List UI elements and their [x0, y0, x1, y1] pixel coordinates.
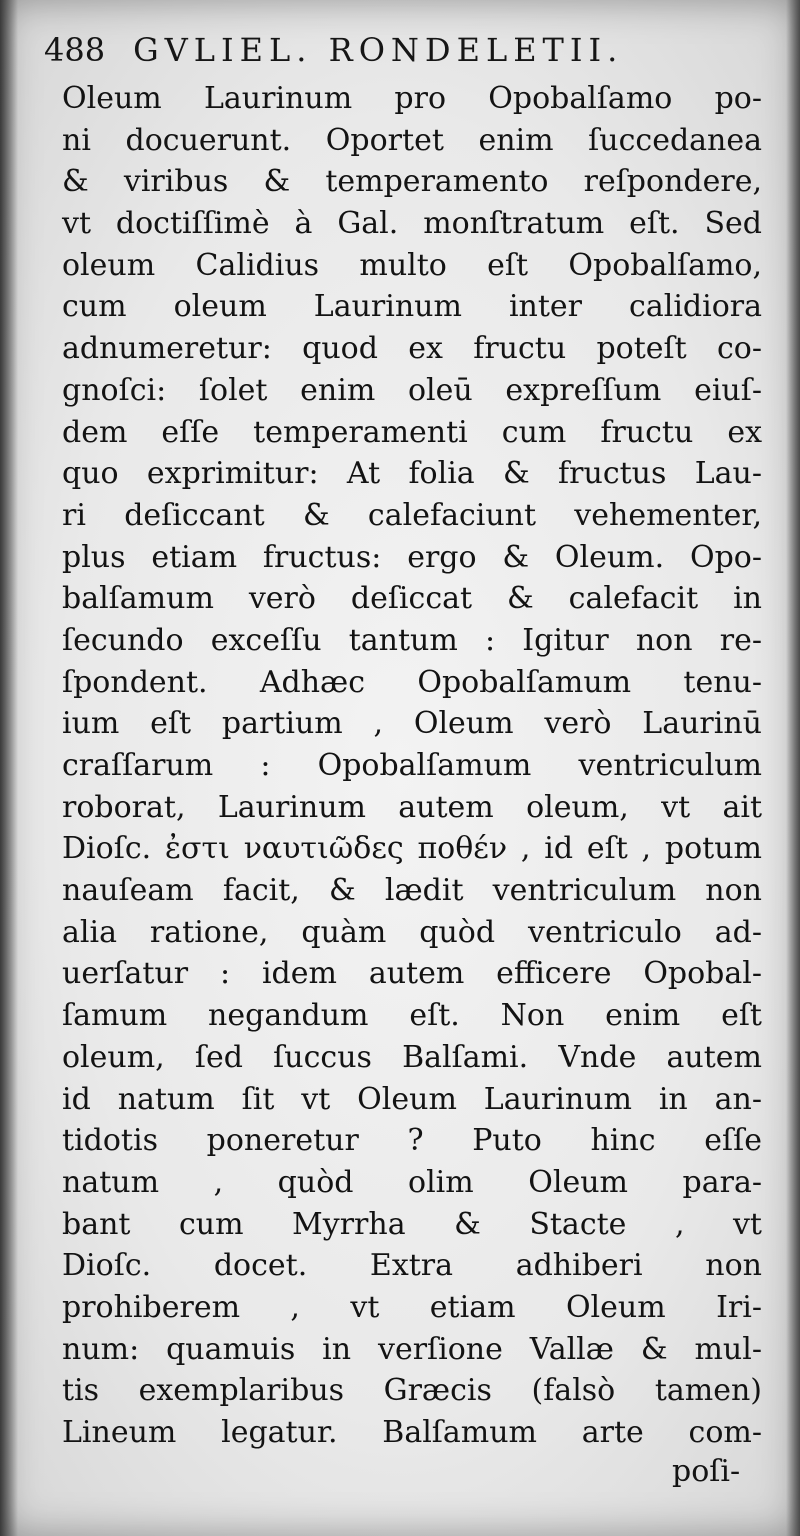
- text-line: roborat, Laurinum autem oleum, vt ait: [62, 789, 762, 825]
- running-title: GVLIEL. RONDELETII.: [133, 31, 624, 69]
- text-line: tis exemplaribus Græcis (falsò tamen): [62, 1373, 762, 1409]
- text-line: nauſeam facit, & lædit ventriculum non: [62, 873, 762, 909]
- text-line: cum oleum Laurinum inter calidiora: [62, 289, 762, 325]
- text-line: balſamum verò deſiccat & calefacit in: [62, 581, 762, 617]
- text-line: id natum ſit vt Oleum Laurinum in an-: [62, 1081, 762, 1117]
- text-line: ni docuerunt. Oportet enim ſuccedanea: [62, 122, 762, 158]
- text-line: adnumeretur: quod ex fructu poteſt co-: [62, 331, 762, 367]
- text-line: craſſarum : Opobalſamum ventriculum: [62, 748, 762, 783]
- text-line: & viribus & temperamento reſpondere,: [62, 164, 762, 200]
- text-line: dem eſſe temperamenti cum fructu ex: [62, 414, 762, 450]
- text-line: ri deſiccant & calefaciunt vehementer,: [62, 497, 762, 533]
- text-line: natum , quòd olim Oleum para-: [62, 1164, 762, 1200]
- text-line: bant cum Myrrha & Stacte , vt: [62, 1206, 762, 1242]
- text-line: Dioſc. ἐστι ναυτιῶδες ποθέν , id eſt , potum: [62, 831, 762, 867]
- text-line: oleum Calidius multo eſt Opobalſamo,: [62, 247, 762, 283]
- text-line: ſamum negandum eſt. Non enim eſt: [62, 998, 762, 1034]
- text-line: Lineum legatur. Balſamum arte com-: [62, 1415, 762, 1450]
- text-line: gnoſci: ſolet enim oleū expreſſum eiuſ-: [62, 372, 762, 408]
- text-line: num: quamuis in verſione Vallæ & mul-: [62, 1331, 762, 1367]
- text-line: uerſatur : idem autem efficere Opobal-: [62, 956, 762, 992]
- text-line: plus etiam fructus: ergo & Oleum. Opo-: [62, 539, 762, 575]
- text-line: Dioſc. docet. Extra adhiberi non: [62, 1248, 762, 1284]
- text-line: oleum, ſed ſuccus Balſami. Vnde autem: [62, 1039, 762, 1075]
- running-head: [44, 30, 764, 70]
- text-line: ſecundo exceſſu tantum : Igitur non re-: [62, 622, 762, 658]
- text-line: prohiberem , vt etiam Oleum Iri-: [62, 1289, 762, 1325]
- text-line: Oleum Laurinum pro Opobalſamo po-: [62, 81, 762, 116]
- text-line: tidotis poneretur ? Puto hinc eſſe: [62, 1123, 762, 1159]
- text-line: ium eſt partium , Oleum verò Laurinū: [62, 706, 762, 742]
- text-line: ſpondent. Adhæc Opobalſamum tenu-: [62, 664, 762, 700]
- catchword: poſi-: [672, 1454, 741, 1489]
- text-line: vt doctiſſimè à Gal. monſtratum eſt. Sed: [62, 206, 762, 242]
- page-number: 488: [44, 31, 106, 69]
- text-line: quo exprimitur: At folia & fructus Lau-: [62, 456, 762, 492]
- text-line: alia ratione, quàm quòd ventriculo ad-: [62, 914, 762, 950]
- body-text: [62, 78, 762, 1454]
